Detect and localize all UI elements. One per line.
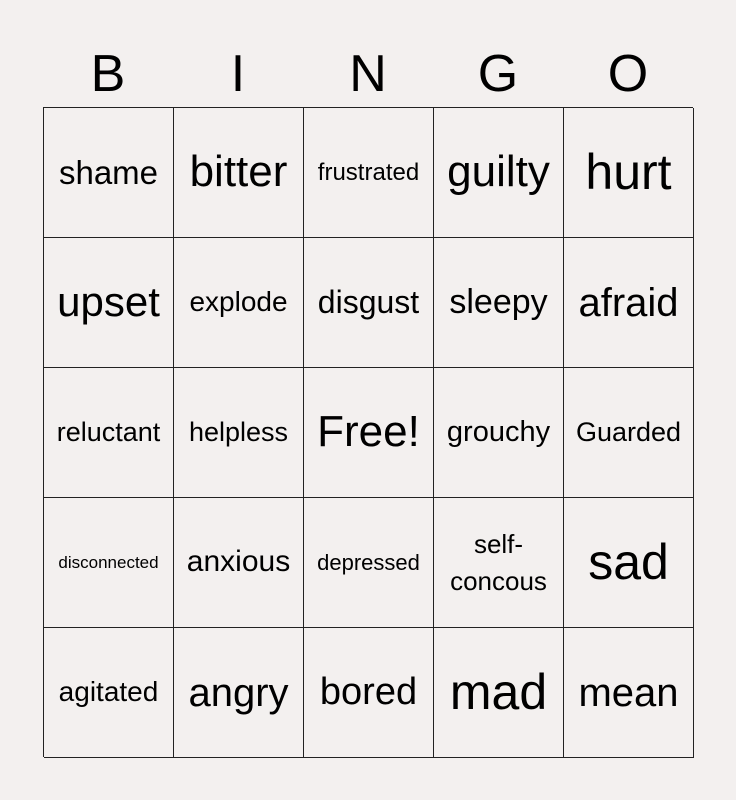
header-letter-g: G [477,45,519,103]
bingo-cell[interactable] [434,498,564,628]
bingo-cell-label: explode [189,286,288,318]
bingo-cell-label: sad [588,533,669,590]
header-letter-i: I [230,45,246,103]
bingo-cell[interactable] [44,108,174,238]
bingo-cell[interactable] [174,368,304,498]
bingo-cell[interactable] [564,238,694,368]
bingo-cell[interactable] [434,628,564,758]
bingo-cell[interactable] [174,238,304,368]
bingo-cell-label: guilty [447,147,550,197]
bingo-cell-label: sleepy [449,282,548,321]
bingo-cell[interactable] [44,498,174,628]
bingo-cell-label: upset [57,278,160,326]
bingo-cell[interactable] [304,498,434,628]
bingo-grid [43,107,693,757]
bingo-cell[interactable] [174,628,304,758]
bingo-cell-label: frustrated [317,158,420,186]
bingo-cell-label: Free! [317,407,420,457]
bingo-cell[interactable] [564,498,694,628]
bingo-cell[interactable] [304,108,434,238]
bingo-cell[interactable] [304,628,434,758]
bingo-cell[interactable] [434,108,564,238]
bingo-cell-label: afraid [578,280,679,325]
bingo-cell-label: disgust [317,284,420,321]
free-space-cell[interactable] [304,368,434,498]
header-letter-n: N [349,45,387,103]
bingo-cell[interactable] [434,238,564,368]
bingo-cell[interactable] [304,238,434,368]
bingo-cell-label: shame [58,153,159,191]
header-letter-b: B [90,45,126,103]
bingo-cell-label: bored [319,670,418,713]
bingo-cell-label: mad [449,663,548,720]
bingo-cell[interactable] [564,108,694,238]
bingo-cell-label: grouchy [446,415,551,448]
bingo-cell-label: reluctant [56,416,161,447]
bingo-cell[interactable] [564,628,694,758]
bingo-cell-label: anxious [186,545,291,579]
bingo-cell[interactable] [434,368,564,498]
bingo-cell-label: angry [188,670,289,715]
bingo-cell[interactable] [564,368,694,498]
bingo-cell-label: self-concous [450,529,547,596]
bingo-cell-label: Guarded [575,416,682,447]
bingo-cell-label: depressed [317,549,420,575]
bingo-cell[interactable] [174,108,304,238]
bingo-cell[interactable] [44,238,174,368]
bingo-cell-label: hurt [585,143,672,200]
header-letter-o: O [607,45,649,103]
bingo-cell[interactable] [174,498,304,628]
bingo-cell[interactable] [44,628,174,758]
bingo-cell[interactable] [44,368,174,498]
bingo-cell-label: helpless [188,416,289,447]
bingo-cell-label: disconnected [58,552,159,572]
bingo-header [43,40,693,108]
bingo-cell-label: bitter [189,147,288,197]
bingo-cell-label: agitated [58,676,159,708]
bingo-cell-label: mean [578,670,679,715]
